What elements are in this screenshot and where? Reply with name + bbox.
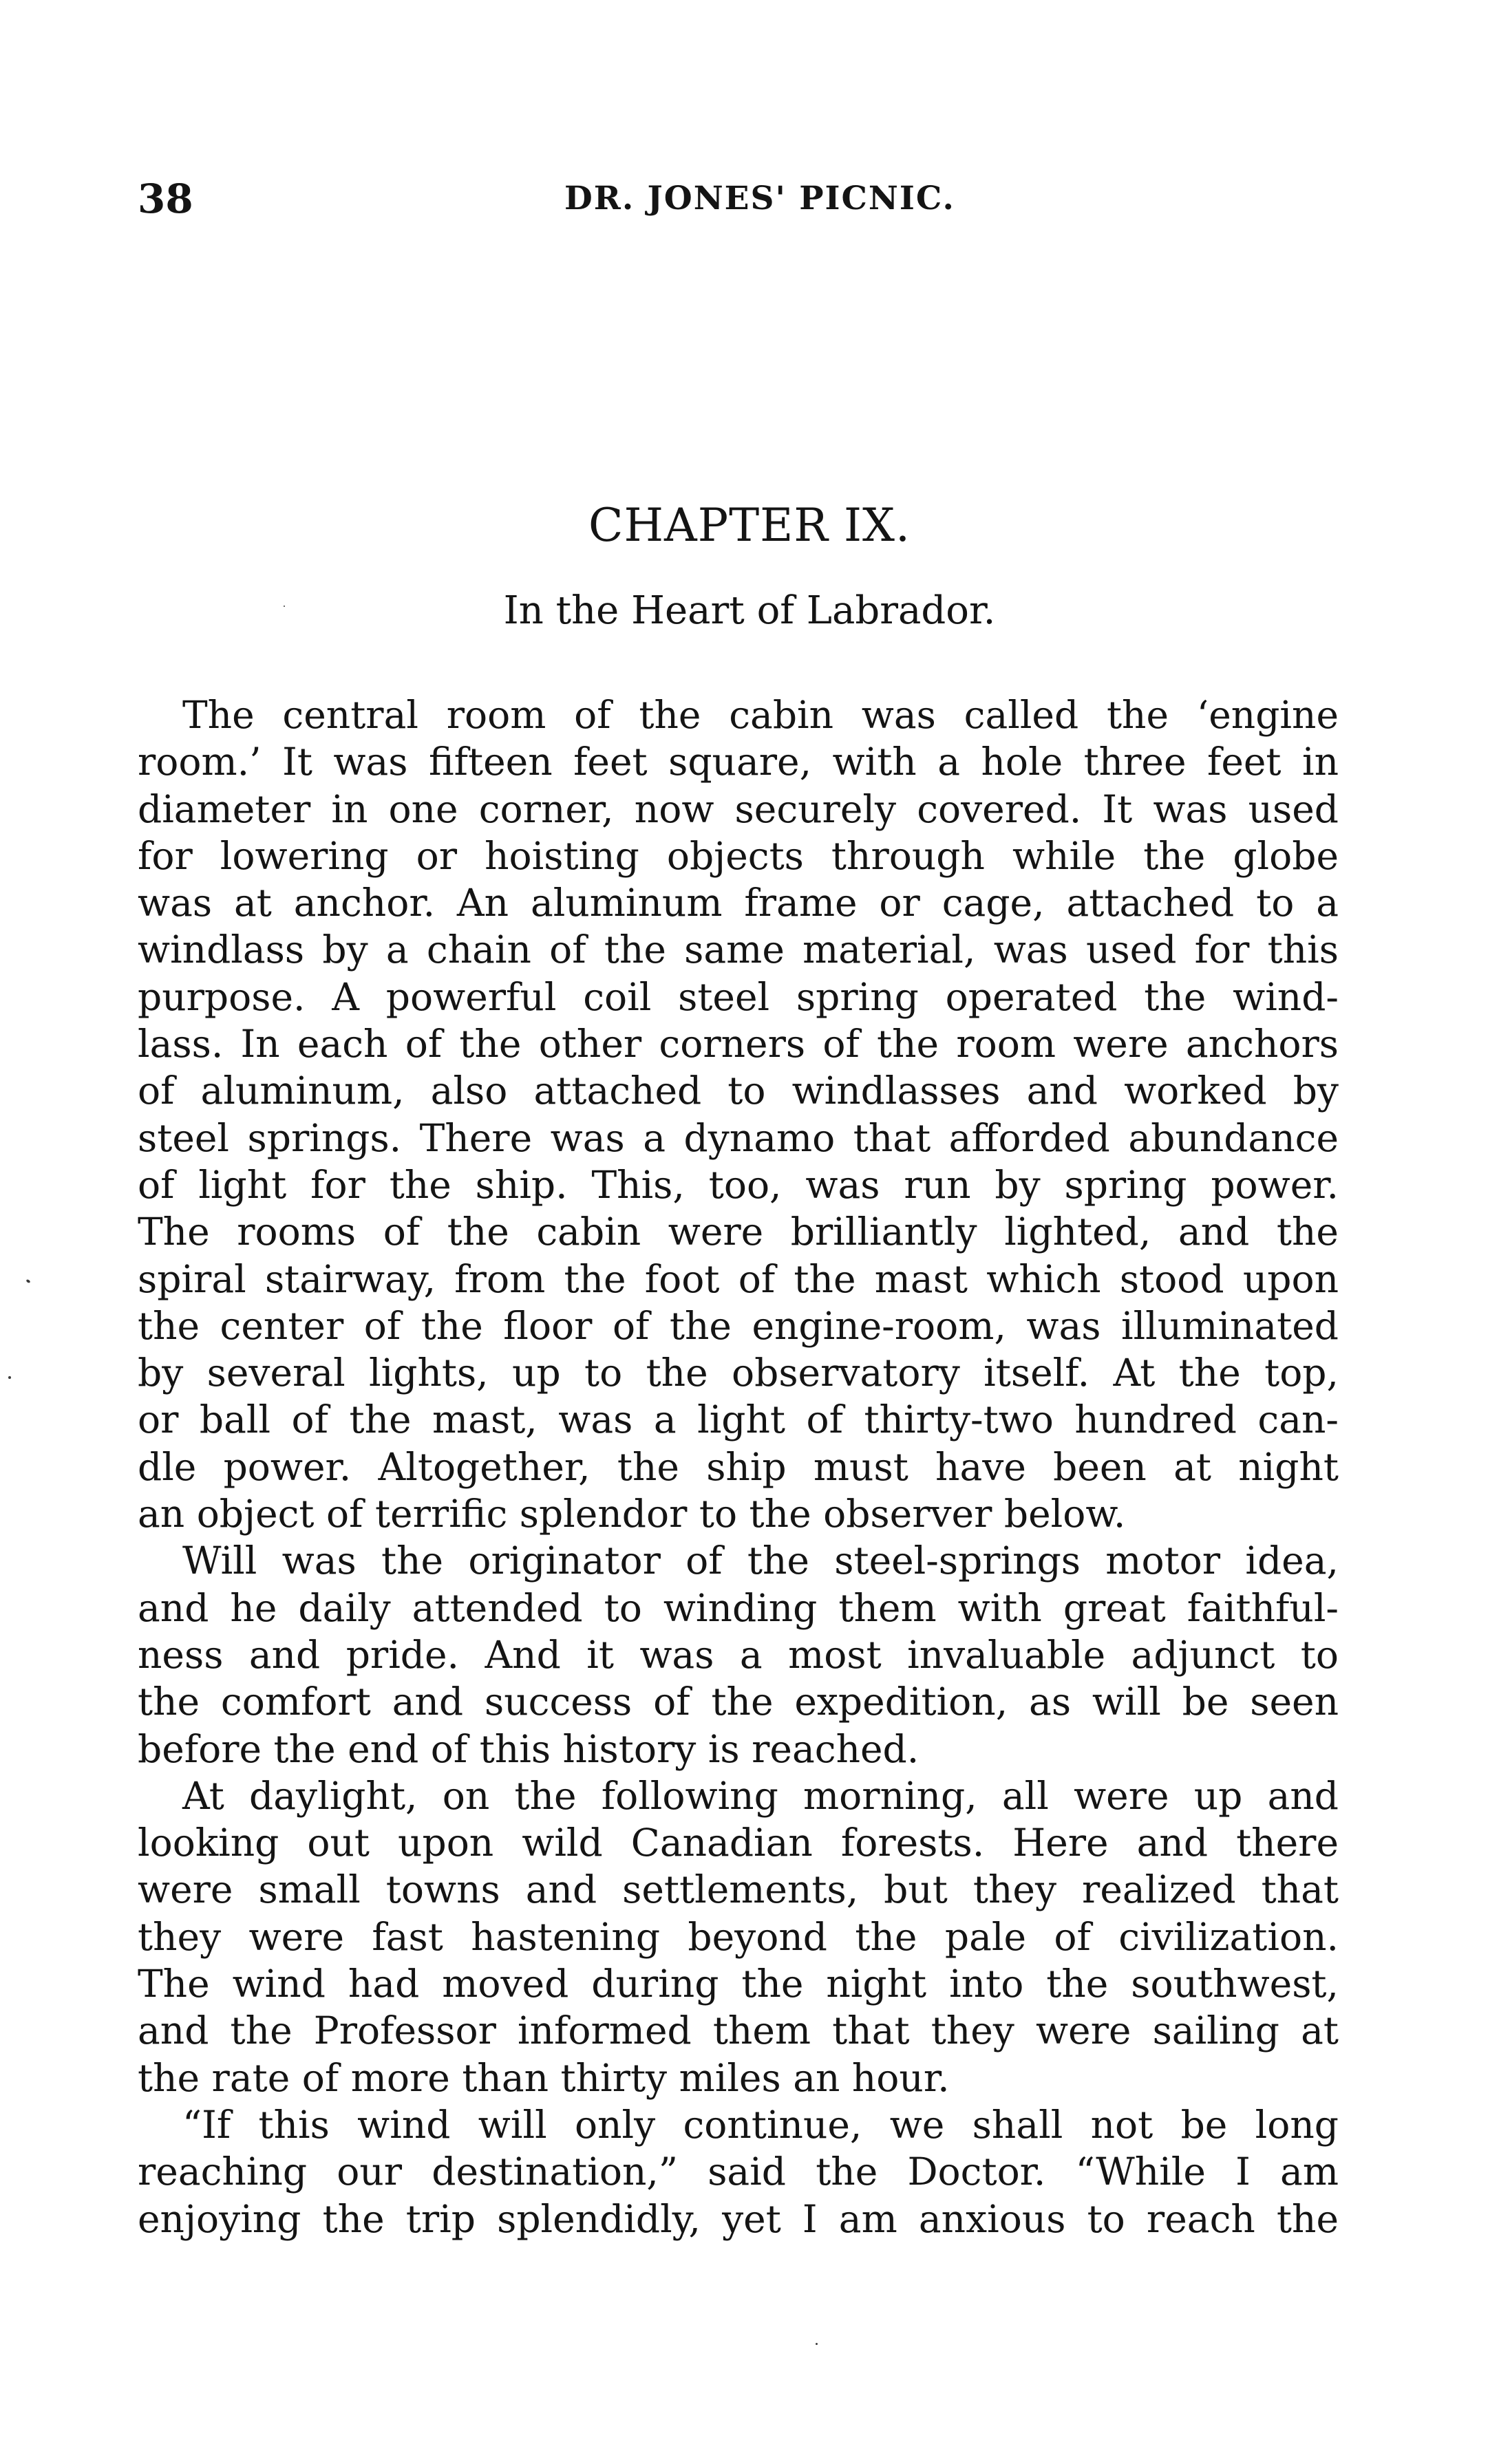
- text-line: dle power. Altogether, the ship must have been at night: [138, 1444, 1339, 1489]
- text-line: reaching our destination,” said the Doctor. “While I am: [138, 2150, 1339, 2194]
- text-line: The central room of the cabin was called the ‘engine: [182, 693, 1339, 737]
- text-line: lass. In each of the other corners of the room were anchors: [138, 1022, 1339, 1067]
- text-line: purpose. A powerful coil steel spring operated the wind-: [138, 974, 1339, 1019]
- page-number: 38: [138, 175, 193, 222]
- text-line: diameter in one corner, now securely covered. It was used: [138, 786, 1339, 831]
- text-line: The rooms of the cabin were brilliantly lighted, and the: [138, 1210, 1339, 1254]
- text-line: room.’ It was fifteen feet square, with a hole three feet in: [138, 740, 1339, 784]
- text-line: by several lights, up to the observatory itself. At the top,: [138, 1351, 1339, 1395]
- text-line: and the Professor informed them that they were sailing at: [138, 2008, 1339, 2053]
- text-line: The wind had moved during the night into the southwest,: [138, 1962, 1339, 2006]
- text-line: Will was the originator of the steel-springs motor idea,: [182, 1539, 1339, 1583]
- text-line: was at anchor. An aluminum frame or cage, attached to a: [138, 881, 1339, 925]
- chapter-heading: CHAPTER IX.: [588, 499, 911, 552]
- text-line: the comfort and success of the expedition, as will be seen: [138, 1680, 1339, 1724]
- text-line: spiral stairway, from the foot of the mast which stood upon: [138, 1256, 1339, 1301]
- paper-speck: [816, 2343, 818, 2345]
- text-line: the rate of more than thirty miles an hour.: [138, 2055, 950, 2100]
- text-line: ness and pride. And it was a most invaluable adjunct to: [138, 1632, 1339, 1677]
- body-text: [138, 692, 1339, 2242]
- chapter-subtitle: In the Heart of Labrador.: [503, 588, 996, 633]
- text-line: were small towns and settlements, but they realized that: [138, 1867, 1339, 1912]
- text-line: of aluminum, also attached to windlasses and worked by: [138, 1069, 1339, 1113]
- running-head: [138, 175, 1339, 231]
- text-line: or ball of the mast, was a light of thirty-two hundred can-: [138, 1397, 1339, 1442]
- text-line: “If this wind will only continue, we shall not be long: [182, 2102, 1339, 2147]
- running-title: DR. JONES' PICNIC.: [564, 180, 955, 217]
- text-line: of light for the ship. This, too, was run by spring power.: [138, 1162, 1339, 1207]
- text-line: an object of terrific splendor to the observer below.: [138, 1492, 1126, 1536]
- paper-speck: [25, 1279, 30, 1284]
- text-line: looking out upon wild Canadian forests. Here and there: [138, 1821, 1339, 1865]
- text-line: enjoying the trip splendidly, yet I am anxious to reach the: [138, 2196, 1339, 2241]
- text-line: before the end of this history is reached.: [138, 1726, 919, 1771]
- text-line: windlass by a chain of the same material, was used for this: [138, 928, 1339, 972]
- text-line: At daylight, on the following morning, all were up and: [182, 1773, 1339, 1818]
- text-line: the center of the floor of the engine-room, was illuminated: [138, 1303, 1339, 1348]
- text-line: for lowering or hoisting objects through while the globe: [138, 833, 1339, 878]
- text-line: steel springs. There was a dynamo that afforded abundance: [138, 1115, 1339, 1160]
- text-line: and he daily attended to winding them with great faithful-: [138, 1585, 1339, 1630]
- paper-speck: [8, 1376, 11, 1379]
- text-line: they were fast hastening beyond the pale of civilization.: [138, 1914, 1339, 1959]
- paper-speck: [284, 606, 285, 607]
